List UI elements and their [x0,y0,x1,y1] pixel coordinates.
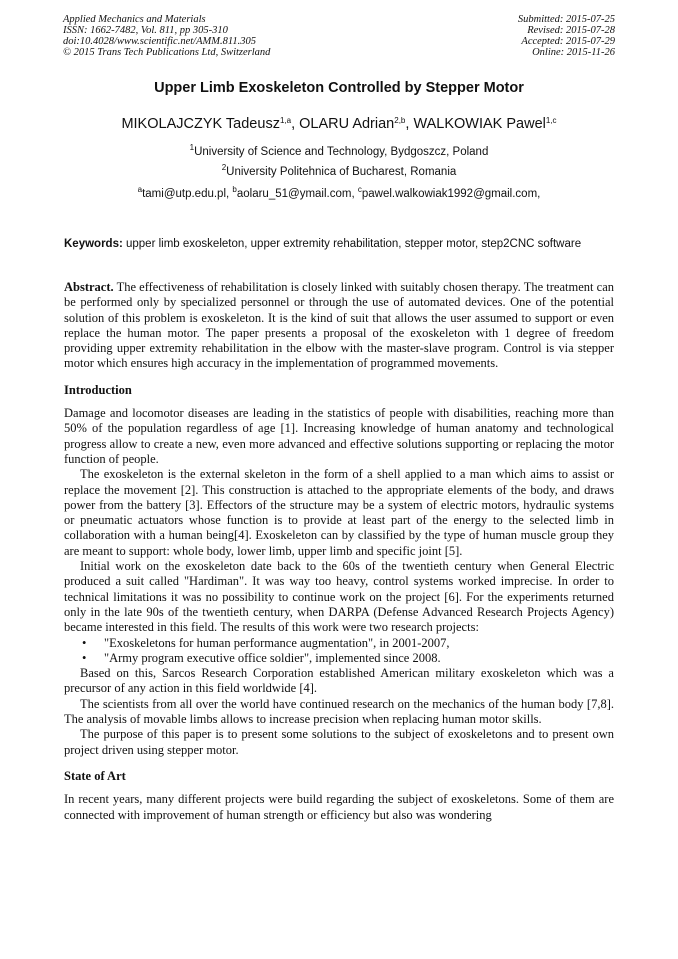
affiliation-text: University Politehnica of Bucharest, Romania [226,166,457,178]
affiliation-text: University of Science and Technology, Bydgoszcz, Poland [194,146,489,158]
email-text: pawel.walkowiak1992@gmail.com, [361,188,541,200]
journal-name: Applied Mechanics and Materials [63,14,206,25]
issn-line: ISSN: 1662-7482, Vol. 811, pp 305-310 [63,25,228,36]
state-of-art-paragraph-1: In recent years, many different projects were build regarding the subject of exoskeletons. Some of them are connected with improvement of human strength or efficiency but also was wondering [64,792,614,822]
bullet-icon: • [82,650,87,665]
author-superscript: 1,c [545,116,557,125]
doi-line: doi:10.4028/www.scientific.net/AMM.811.305 [63,36,256,47]
author-name: MIKOLAJCZYK Tadeusz [121,116,280,132]
email-superscript: c [357,185,362,194]
author-separator: , [405,116,414,132]
email-line [0,185,678,200]
keywords-text: upper limb exoskeleton, upper extremity rehabilitation, stepper motor, step2CNC software [126,238,582,250]
abstract-label: Abstract. [64,280,114,294]
affiliation-1 [0,143,678,158]
intro-paragraph-3: Initial work on the exoskeleton date back to the 60s of the twentieth century when General Electric produced a suit called "Hardiman". It was way too heavy, control systems worked imprecise. In order to technical limitations it was no possibility to continue work on the project [6]. For the experiments returned only in the late 90s of the twentieth century, when DARPA (Defense Advanced Research Projects Agency) became interested in this field. The results of this work were two research projects: [64,559,614,635]
abstract-text: The effectiveness of rehabilitation is closely linked with suitably chosen therapy. The treatment can be performed only by specialized personnel or through the use of automated devices. One of the potential solution of this problem is exoskeleton. It is the kind of suit that allows the user assumed to support or even replace the human motor. The paper presents a proposal of the exoskeleton with 1 degree of freedom providing upper extremity rehabilitation in the elbow with the master-slave program. Control is via stepper motor which ensures high accuracy in the implementation of programmed movements. [64,280,614,371]
intro-paragraph-4: Based on this, Sarcos Research Corporation established American military exoskeleton which was a precursor of any action in this field worldwide [4]. [64,666,614,696]
list-item-text: "Army program executive office soldier", implemented since 2008. [104,650,441,665]
copyright-line: © 2015 Trans Tech Publications Ltd, Switzerland [63,47,271,58]
list-item [82,650,614,666]
paper-title: Upper Limb Exoskeleton Controlled by Stepper Motor [154,80,524,96]
email-text: tami@utp.edu.pl, [142,188,233,200]
intro-paragraph-5: The scientists from all over the world have continued research on the mechanics of the human body [7,8]. The analysis of movable limbs allows to increase precision when replacing human motor skills. [64,696,614,727]
author-superscript: 1,a [279,116,292,125]
email-superscript: a [137,185,143,194]
journal-info [63,14,270,58]
abstract-paragraph [64,280,614,372]
affiliation-superscript: 2 [221,163,227,172]
section-heading-introduction: Introduction [64,382,132,397]
author-superscript: 2,b [394,116,406,125]
affiliation-superscript: 1 [189,143,195,152]
submission-dates [518,14,615,58]
email-superscript: b [232,185,237,194]
paper-body [64,280,614,823]
research-projects-list [64,636,614,667]
email-text: aolaru_51@ymail.com, [236,188,358,200]
intro-paragraph-6: The purpose of this paper is to present some solutions to the subject of exoskeletons and to present own project driven using stepper motor. [64,727,614,757]
list-item [82,635,614,651]
online-date: Online: 2015-11-26 [532,47,615,58]
bullet-icon: • [82,635,87,650]
list-item-text: "Exoskeletons for human performance augmentation", in 2001-2007, [104,635,450,650]
intro-paragraph-1: Damage and locomotor diseases are leading in the statistics of people with disabilities, reaching more than 50% of the population regardless of age [1]. Increasing knowledge of human anatomy and technological progress allow to create a new, even more advanced and effective solutions supporting or replacing the motor function of people. [64,406,614,466]
section-heading-state-of-art: State of Art [64,768,126,783]
author-name: OLARU Adrian [299,116,395,132]
author-list [0,116,678,132]
keywords-block [64,237,614,252]
submitted-date: Submitted: 2015-07-25 [517,14,615,25]
author-separator: , [291,116,300,132]
revised-date: Revised: 2015-07-28 [527,25,615,36]
affiliation-2 [0,163,678,178]
keywords-label: Keywords: [64,238,123,250]
accepted-date: Accepted: 2015-07-29 [521,36,615,47]
intro-paragraph-2: The exoskeleton is the external skeleton in the form of a shell applied to a man which aims to assist or replace the movement [2]. This construction is attached to the appropriate elements of the body, and draws power from the battery [3]. Effectors of the structure may be a system of electric motors, hydraulic systems or pneumatic actuators whose function is to provide at least part of the energy to the selected limb in collaboration with a human being[4]. Exoskeleton can by classified by the type of human muscle group they are meant to support: whole body, lower limb, upper limb and specific joint [5]. [64,467,614,558]
author-name: WALKOWIAK Pawel [413,116,546,132]
